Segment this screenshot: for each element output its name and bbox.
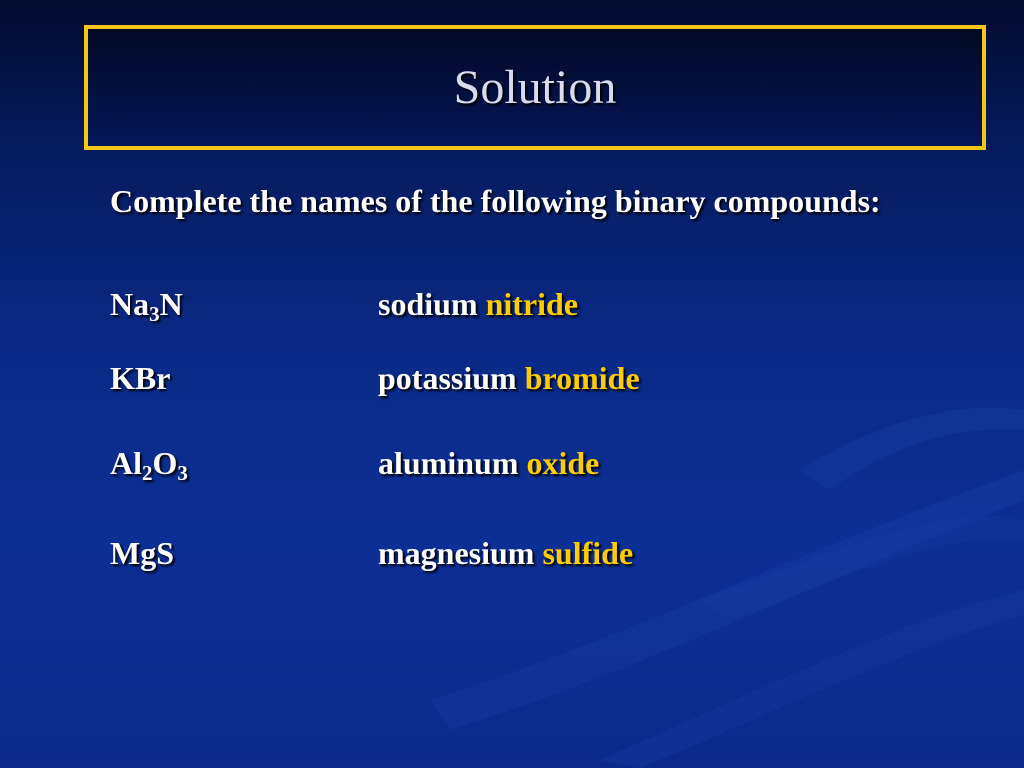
title-box [84,25,986,150]
chemical-formula: KBr [110,360,171,396]
compound-name: sodium nitride [378,286,579,322]
name-suffix: bromide [524,360,640,396]
name-suffix: sulfide [542,535,634,571]
chemical-formula: $Al_2O_3$ [110,445,188,485]
name-suffix: nitride [485,286,579,322]
intro-text: Complete the names of the following binary compounds: [110,183,881,219]
name-suffix: oxide [526,445,600,481]
slide-title: Solution [453,61,617,114]
chemical-formula: MgS [110,535,174,571]
chemical-formula: $Na_3N$ [110,286,183,326]
compound-name: potassium bromide [378,360,640,396]
compound-name: aluminum oxide [378,445,600,481]
compound-name: magnesium sulfide [378,535,634,571]
